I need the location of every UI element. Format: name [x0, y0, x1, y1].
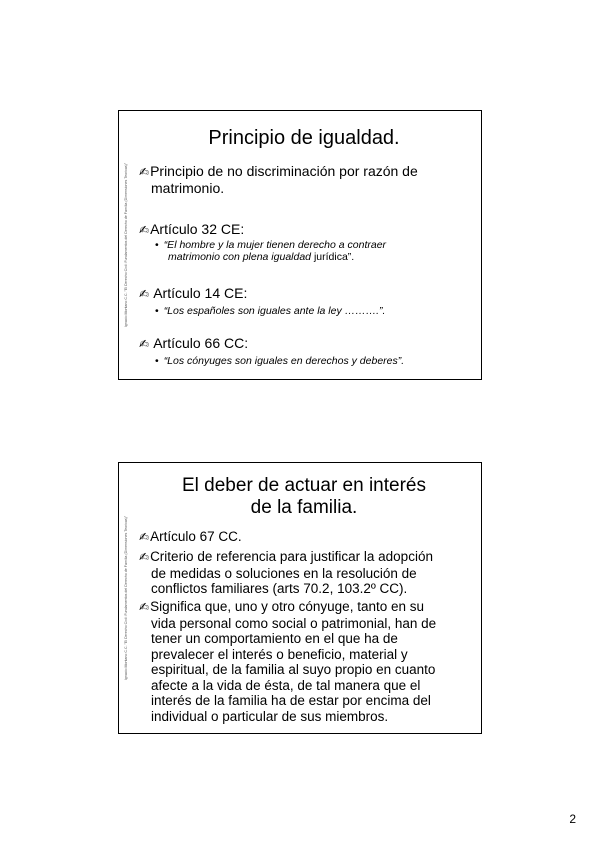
sub-bullet-item: [155, 239, 473, 263]
sub-bullet-text-continued: [155, 251, 473, 263]
bullet-text: Artículo 66 CC:: [153, 335, 249, 351]
slide-title-line: El deber de actuar en interés: [182, 475, 426, 496]
bullet-item: [139, 285, 473, 302]
slide-principio-igualdad: [118, 110, 482, 380]
sub-bullet-text-normal: jurídica”.: [313, 251, 355, 263]
bullet-item: [139, 599, 473, 724]
bullet-text-continued: vida personal como social o patrimonial, han de: [151, 615, 437, 631]
bullet-dot-icon: •: [155, 239, 159, 251]
sub-bullet-text-italic: matrimonio con plena igualdad: [168, 251, 314, 263]
bullet-item: [139, 221, 473, 238]
sub-bullet-item: [155, 355, 473, 367]
bullet-text: Significa que, uno y otro cónyuge, tanto en su: [150, 599, 424, 614]
bullet-text-continued: de medidas o soluciones en la resolución de: [151, 565, 417, 581]
side-note-vertical: [122, 111, 130, 379]
slide-deber-interes-familia: [118, 462, 482, 734]
sub-bullet-text: “El hombre y la mujer tienen derecho a contraer: [163, 239, 387, 251]
bullet-text-continued: conflictos familiares (arts 70.2, 103.2º CC).: [151, 581, 408, 596]
bullet-text-continued: espiritual, de la familia al suyo propio en cuanto: [151, 662, 436, 677]
bullet-text-continued: tener un comportamiento en el que ha de: [151, 631, 398, 646]
bullet-text: Artículo 14 CE:: [153, 285, 248, 301]
sub-bullet-text: “Los cónyuges son iguales en derechos y deberes”.: [163, 355, 405, 367]
bullet-text-continued: afecte a la vida de ésta, de tal manera que el: [151, 677, 421, 693]
page-number: 2: [569, 812, 576, 826]
writing-hand-icon: ✍: [139, 287, 150, 301]
writing-hand-icon: ✍: [139, 530, 150, 544]
bullet-item: [139, 163, 473, 196]
bullet-text: Criterio de referencia para justificar la adopción: [150, 549, 433, 564]
bullet-dot-icon: •: [155, 305, 159, 317]
bullet-item: [139, 335, 473, 352]
bullet-dot-icon: •: [155, 355, 159, 367]
writing-hand-icon: ✍: [139, 337, 150, 351]
bullet-text: Artículo 32 CE:: [150, 221, 245, 237]
bullet-text-continued: prevalecer el interés o beneficio, material y: [151, 646, 408, 662]
writing-hand-icon: ✍: [139, 600, 150, 614]
bullet-item: [139, 529, 473, 546]
bullet-item: [139, 549, 473, 597]
writing-hand-icon: ✍: [139, 550, 150, 564]
bullet-text: Artículo 67 CC.: [150, 529, 242, 544]
side-note-vertical: [122, 463, 130, 733]
bullet-text-continued: interés de la familia ha de estar por encima del: [151, 693, 431, 708]
sub-bullet-item: [155, 305, 473, 317]
slide-title: [133, 475, 475, 519]
slide-title: Principio de igualdad.: [208, 127, 400, 149]
side-note-text: Ignacio Montano C.C. "El Derecho Civil: Fundamentos del Derecho de Familia (Dimensiones Teoricas)": [124, 515, 128, 681]
bullet-text: Principio de no discriminación por razón de: [150, 163, 418, 179]
bullet-text-continued: matrimonio.: [151, 180, 225, 196]
writing-hand-icon: ✍: [139, 165, 150, 179]
bullet-text-continued: individual o particular de sus miembros.: [151, 708, 389, 724]
side-note-text: Ignacio Montano C.C. "El Derecho Civil: Fundamentos del Derecho de Familia (Dimensiones Teoricas)": [124, 162, 128, 328]
slide-title-line: de la familia.: [250, 497, 358, 518]
writing-hand-icon: ✍: [139, 223, 150, 237]
sub-bullet-text: “Los españoles son iguales ante la ley ……….”.: [163, 305, 386, 317]
